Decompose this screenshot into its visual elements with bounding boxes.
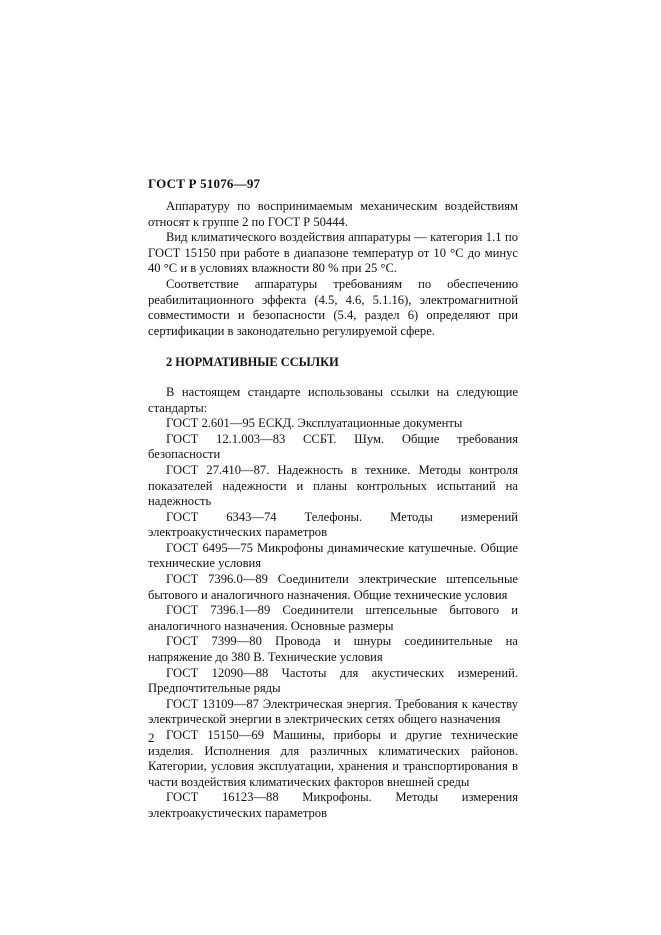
paragraph-certification: Соответствие аппаратуры требованиям по обеспечению реабилитационного эффекта (4.5, 4.6, 5.1.16), электромагнитной совместимости и безопасности (5.4, раздел 6) определяют при сертификации в законодательно регулируемой сфере. [148,276,518,338]
reference-item: ГОСТ 12090—88 Частоты для акустических измерений. Предпочтительные ряды [148,665,518,696]
section-lead: В настоящем стандарте использованы ссылки на следующие стандарты: [148,384,518,415]
reference-item: ГОСТ 16123—88 Микрофоны. Методы измерения электроакустических параметров [148,790,518,820]
reference-item: ГОСТ 27.410—87. Надежность в технике. Методы контроля показателей надежности и планы контрольных испытаний на надежность [148,462,518,509]
reference-item: ГОСТ 6495—75 Микрофоны динамические катушечные. Общие технические условия [148,540,518,571]
reference-item: ГОСТ 6343—74 Телефоны. Методы измерений электроакустических параметров [148,509,518,540]
reference-item: ГОСТ 7399—80 Провода и шнуры соединительные на напряжение до 380 В. Технические условия [148,634,518,665]
reference-item: ГОСТ 12.1.003—83 ССБТ. Шум. Общие требования безопасности [148,431,518,462]
section-title: 2 НОРМАТИВНЫЕ ССЫЛКИ [166,355,339,370]
paragraph-climatic-category: Вид климатического воздействия аппаратуры — категория 1.1 по ГОСТ 15150 при работе в диапазоне температур от 10 °С до минус 40 °С и в условиях влажности 80 % при 25 °С. [148,230,518,276]
reference-item: ГОСТ 15150—69 Машины, приборы и другие технические изделия. Исполнения для различных климатических районов. Категории, условия эксплуатации, хранения и транспортирования в части воздействия климатических факторов внешней среды [148,728,518,789]
reference-item: ГОСТ 13109—87 Электрическая энергия. Требования к качеству электрической энергии в электрических сетях общего назначения [148,696,518,727]
document-body [148,199,518,822]
paragraph-mechanical-group: Аппаратуру по воспринимаемым механическим воздействиям относят к группе 2 по ГОСТ Р 50444. [148,199,518,229]
reference-item: ГОСТ 2.601—95 ЕСКД. Эксплуатационные документы [166,416,463,431]
page-number: 2 [148,730,155,745]
reference-item: ГОСТ 7396.1—89 Соединители штепсельные бытового и аналогичного назначения. Основные размеры [148,603,518,633]
document-header: ГОСТ Р 51076—97 [148,176,261,191]
reference-item: ГОСТ 7396.0—89 Соединители электрические штепсельные бытового и аналогичного назначения. Общие технические условия [148,572,518,602]
